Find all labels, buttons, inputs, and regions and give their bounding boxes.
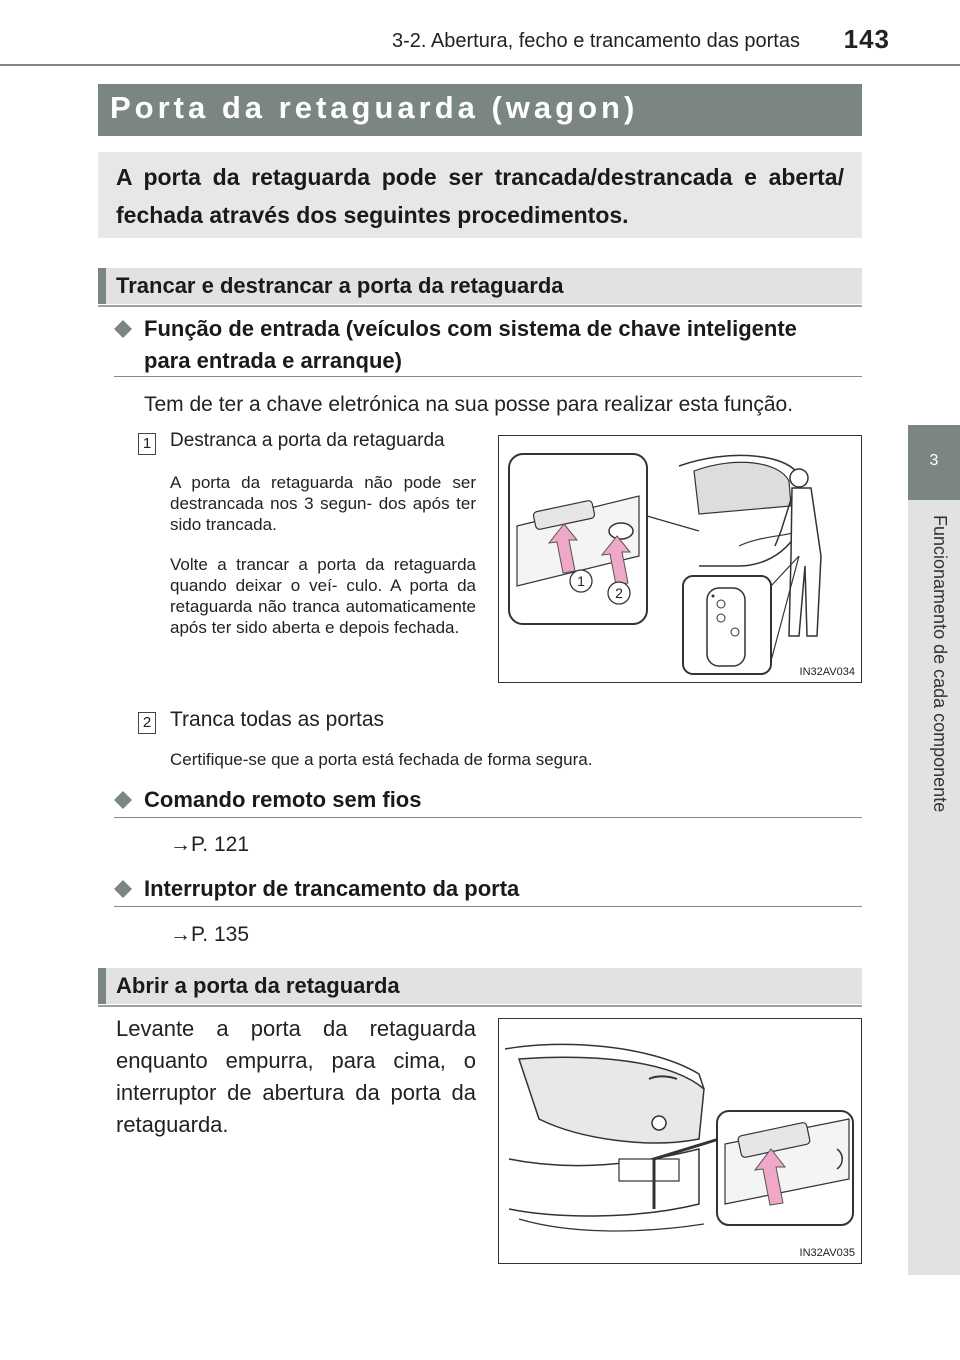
divider	[114, 376, 862, 377]
section-heading-open: Abrir a porta da retaguarda	[98, 968, 862, 1004]
header-rule	[0, 64, 960, 66]
chapter-tab-number[interactable]: 3	[908, 425, 960, 503]
figure-smart-key-entry	[498, 435, 862, 683]
figure-callout-1: 1	[577, 573, 585, 589]
entry-function-heading	[114, 313, 862, 377]
figure-tailgate-open	[498, 1018, 862, 1264]
entry-function-text: Tem de ter a chave eletrónica na sua posse para realizar esta função.	[144, 393, 794, 416]
switch-page-ref[interactable]: →P. 135	[170, 923, 250, 946]
figure-code: IN32AV034	[799, 666, 855, 678]
figure-callout-2: 2	[615, 585, 623, 601]
divider	[114, 906, 862, 907]
open-instructions: Levante a porta da retaguarda enquanto empurra, para cima, o interruptor de abertura da porta da retaguarda.	[116, 1016, 476, 1137]
step1-note2: Volte a trancar a porta da retaguarda quando deixar o veí- culo. A porta da retaguarda não tranca automaticamente após ter sido aberta e depois fechada.	[170, 555, 476, 637]
page-number: 143	[843, 24, 890, 54]
running-header-section: 3-2. Abertura, fecho e trancamento das portas	[391, 30, 800, 52]
step2-note: Certifique-se que a porta está fechada de forma segura.	[170, 750, 593, 769]
figure-code: IN32AV035	[799, 1247, 855, 1259]
intro-box: A porta da retaguarda pode ser trancada/destrancada e aberta/ fechada através dos seguintes procedimentos.	[98, 152, 862, 238]
section-heading-lock: Trancar e destrancar a porta da retaguarda	[98, 268, 862, 304]
remote-heading	[114, 784, 862, 816]
diamond-bullet-icon	[114, 320, 132, 338]
entry-function-heading-line2: para entrada e arranque)	[144, 348, 402, 373]
page-title: Porta da retaguarda (wagon)	[98, 84, 862, 136]
entry-function-heading-line1: Função de entrada (veículos com sistema de chave inteligente	[144, 316, 797, 341]
chapter-tab-title: Funcionamento de cada componente	[930, 515, 950, 813]
step-number-badge: 2	[138, 712, 156, 734]
diamond-bullet-icon	[114, 880, 132, 898]
switch-heading-text: Interruptor de trancamento da porta	[144, 876, 520, 901]
step-number-badge: 1	[138, 433, 156, 455]
remote-heading-text: Comando remoto sem fios	[144, 787, 422, 812]
step1-note1: A porta da retaguarda não pode ser destrancada nos 3 segun- dos após ter sido trancada.	[170, 473, 476, 534]
divider	[114, 817, 862, 818]
diamond-bullet-icon	[114, 791, 132, 809]
step2-title: Tranca todas as portas	[170, 708, 384, 731]
car-rear-illustration	[499, 436, 861, 682]
tailgate-illustration	[499, 1019, 861, 1263]
remote-page-ref[interactable]: →P. 121	[170, 833, 250, 856]
step1-title: Destranca a porta da retaguarda	[170, 430, 445, 451]
switch-heading	[114, 873, 862, 905]
